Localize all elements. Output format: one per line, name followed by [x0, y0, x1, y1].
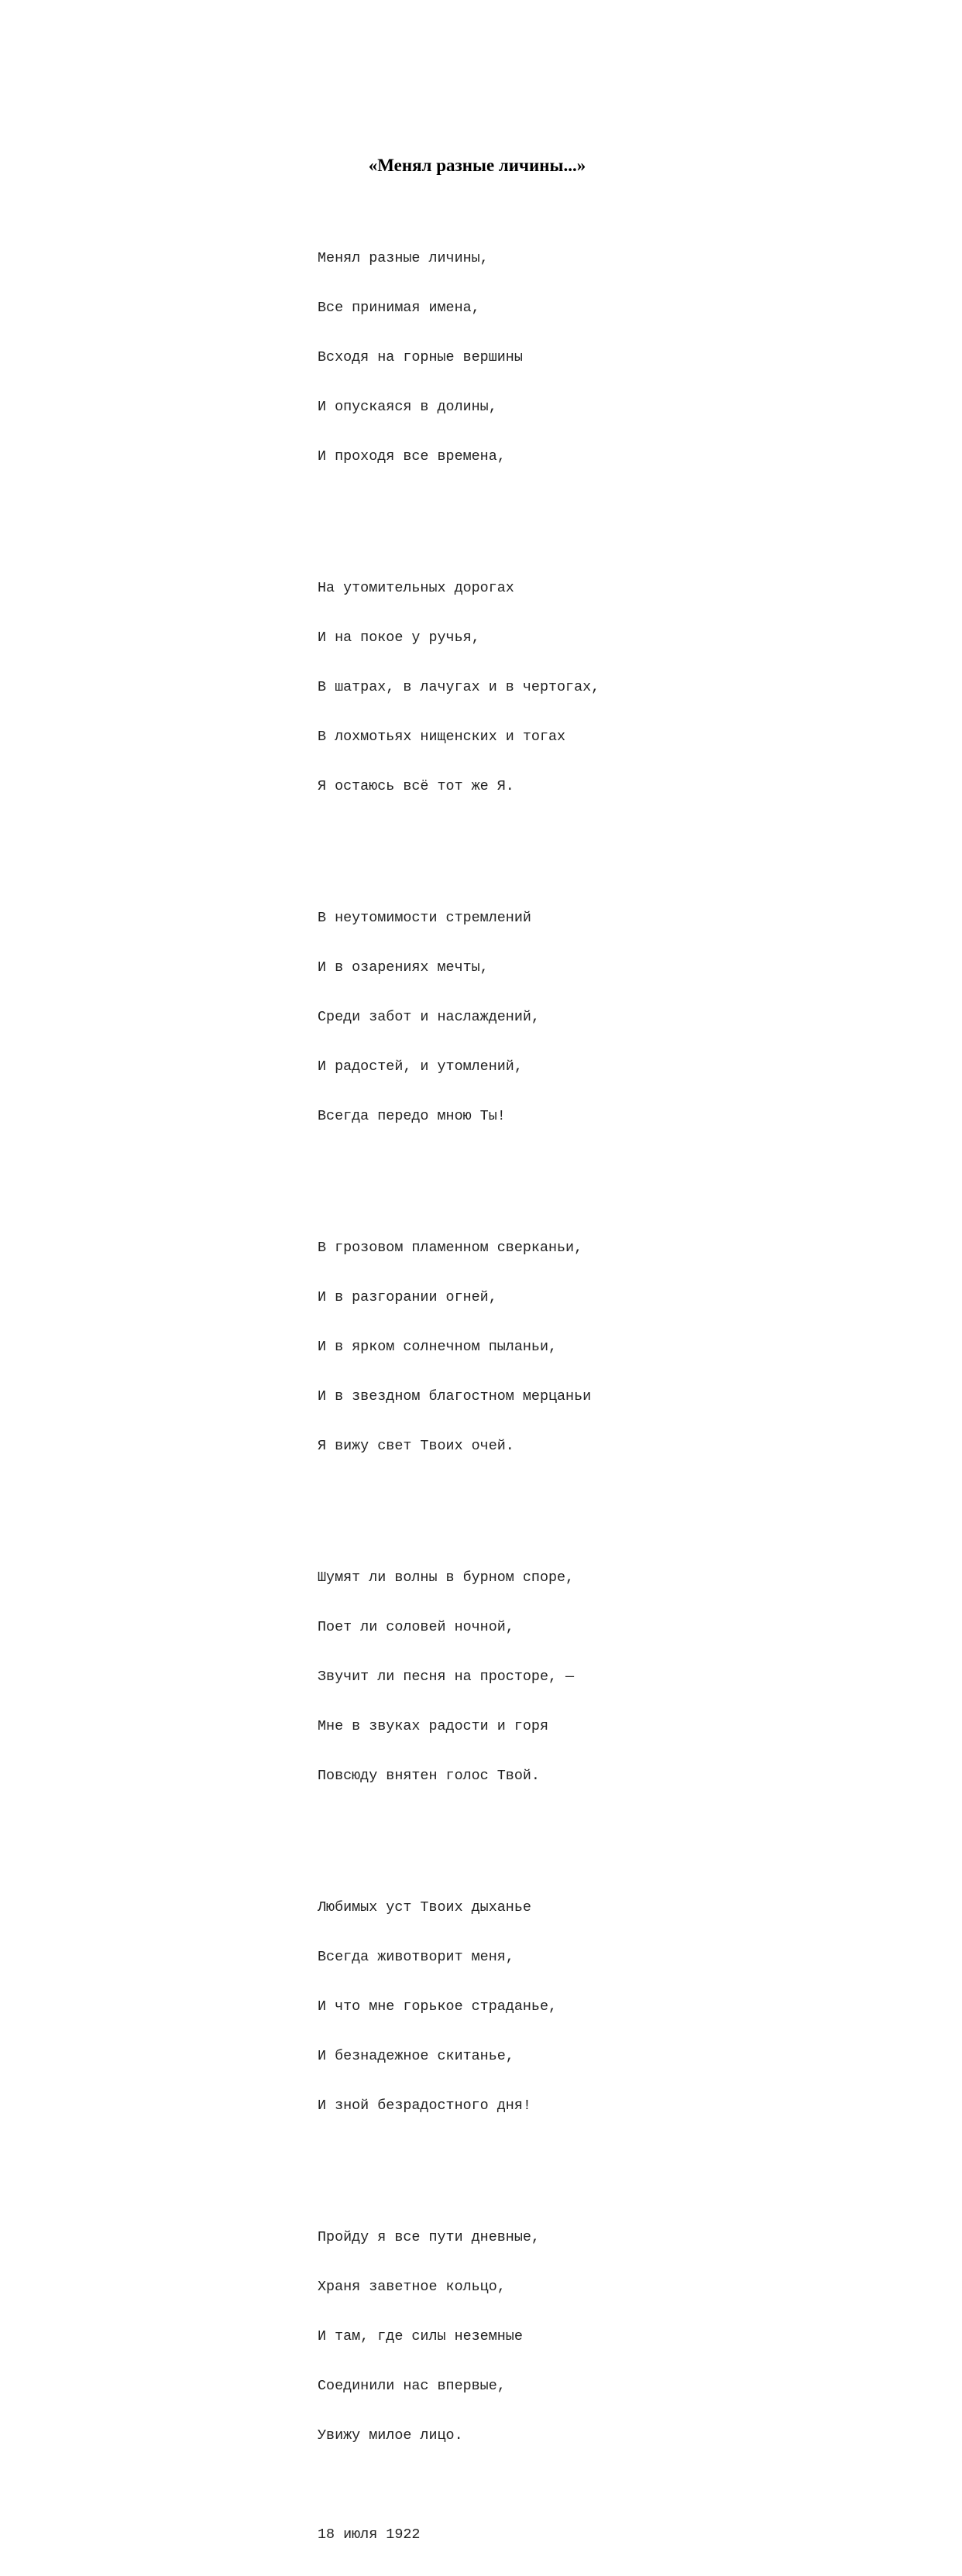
poem-line: Всегда животворит меня, — [318, 1949, 514, 1965]
poem-line: В лохмотьях нищенских и тогах — [318, 729, 566, 745]
poem-line: Я остаюсь всё тот же Я. — [318, 778, 514, 794]
poem-line: В шатрах, в лачугах и в чертогах, — [318, 679, 600, 695]
poem-line: Всегда передо мною Ты! — [318, 1108, 506, 1124]
stanza-2 — [318, 547, 600, 828]
poem-line: Менял разные личины, — [318, 250, 489, 266]
poem-line: Шумят ли волны в бурном споре, — [318, 1569, 575, 1586]
poem-line: Любимых уст Твоих дыханье — [318, 1899, 531, 1916]
poem-line: И опускаяся в долины, — [318, 399, 497, 415]
poem-line: Увижу милое лицо. — [318, 2427, 463, 2444]
poem-line: И проходя все времена, — [318, 448, 506, 465]
poem-date: 18 июля 1922 — [318, 2526, 421, 2543]
poem-line: Я вижу свет Твоих очей. — [318, 1438, 514, 1454]
poem-line: И радостей, и утомлений, — [318, 1058, 523, 1075]
poem-title: «Менял разные личины...» — [368, 156, 586, 175]
stanza-6 — [318, 1867, 600, 2147]
poem-line: Среди забот и наслаждений, — [318, 1009, 540, 1025]
poem-line: И безнадежное скитанье, — [318, 2048, 514, 2064]
poem-line: Пройду я все пути дневные, — [318, 2229, 540, 2245]
poem-line: И зной безрадостного дня! — [318, 2098, 531, 2114]
stanza-3 — [318, 877, 600, 1158]
poem-line: И на покое у ручья, — [318, 629, 480, 646]
poem-line: И в разгорании огней, — [318, 1289, 497, 1305]
poem-line: В неутомимости стремлений — [318, 910, 531, 926]
poem-line: И в озарениях мечты, — [318, 959, 489, 976]
poem-line: Храня заветное кольцо, — [318, 2279, 506, 2295]
stanza-7 — [318, 2197, 600, 2477]
stanza-1 — [318, 218, 600, 498]
poem-line: Мне в звуках радости и горя — [318, 1718, 548, 1734]
poem-line: Звучит ли песня на просторе, — — [318, 1669, 575, 1685]
poem-line: Соединили нас впервые, — [318, 2378, 506, 2394]
poem-line: И что мне горькое страданье, — [318, 1998, 558, 2015]
poem-line: И в звездном благостном мерцаньи — [318, 1388, 592, 1405]
poem-line: Повсюду внятен голос Твой. — [318, 1768, 540, 1784]
stanza-5 — [318, 1537, 600, 1817]
poem-line: На утомительных дорогах — [318, 580, 514, 596]
poem-line: И там, где силы неземные — [318, 2328, 523, 2344]
poem-line: Поет ли соловей ночной, — [318, 1619, 514, 1635]
poem-line: В грозовом пламенном сверканьи, — [318, 1240, 583, 1256]
stanza-4 — [318, 1207, 600, 1487]
poem-line: Все принимая имена, — [318, 300, 480, 316]
poem-line: Всходя на горные вершины — [318, 349, 523, 365]
poem-line: И в ярком солнечном пыланьи, — [318, 1339, 558, 1355]
poem-body — [318, 185, 600, 2576]
